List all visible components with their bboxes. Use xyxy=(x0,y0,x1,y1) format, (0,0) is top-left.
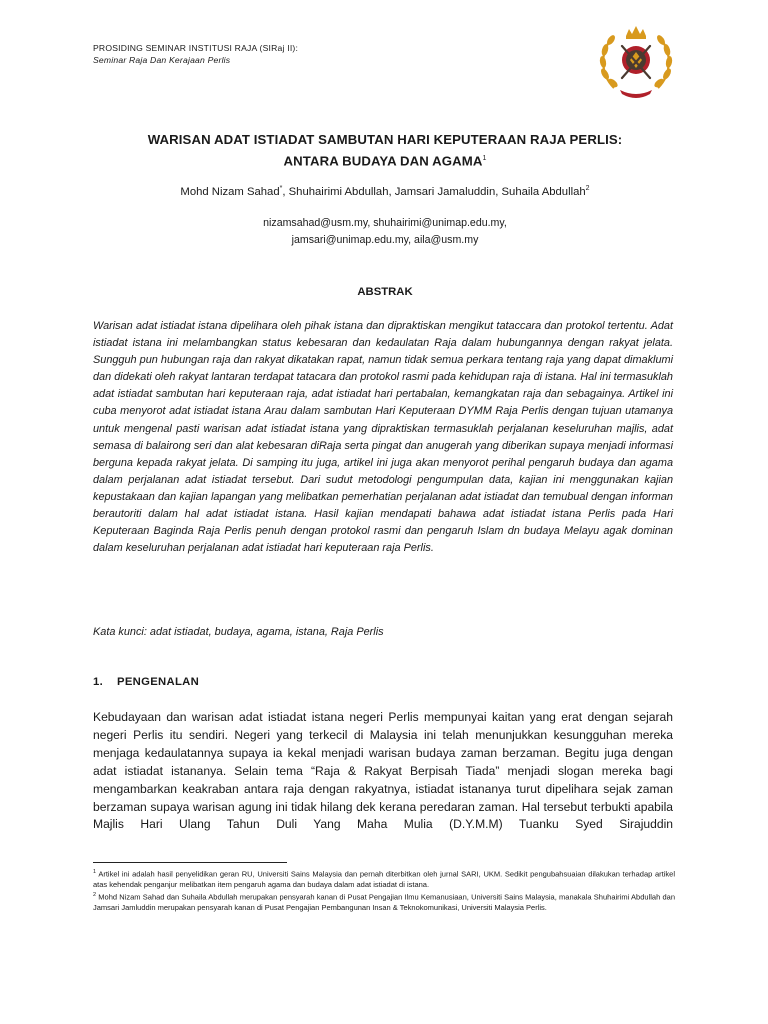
footnote-1-text: Artikel ini adalah hasil penyelidikan geran RU, Universiti Sains Malaysia dan pernah diterbitkan oleh jurnal SARI, UKM. Sedikit pengubahsuaian dilakukan terhadap artikel atas kehendak penganjur melibatkan item pengaruh agama dan budaya dalam adat istiadat di istana. xyxy=(93,869,675,889)
perlis-royal-crest-icon xyxy=(596,22,676,104)
paper-title xyxy=(60,130,710,170)
title-line-2 xyxy=(60,149,710,170)
footnote-2-text: Mohd Nizam Sahad dan Suhaila Abdullah merupakan pensyarah kanan di Pusat Pengajian Ilmu Kemanusiaan, Universiti Sains Malaysia, manakala Shuhairimi Abdullah dan Jamsari Jamluddin merupakan pensyarah kanan di Pusat Pengajian Pembangunan Insan & Teknokomunikasi, Universiti Malaysia Perlis. xyxy=(93,892,675,912)
author-footnote-mark: 2 xyxy=(585,185,590,192)
author-list xyxy=(60,181,710,200)
footnote-1 xyxy=(93,867,675,890)
email-line-1: nizamsahad@usm.my, shuhairimi@unimap.edu.my, xyxy=(263,217,507,229)
footnote-2-mark: 2 xyxy=(93,891,97,898)
title-footnote-mark: 1 xyxy=(482,155,487,162)
author-1: Mohd Nizam Sahad xyxy=(180,185,280,198)
seminar-subtitle: Seminar Raja Dan Kerajaan Perlis xyxy=(93,55,231,65)
proceedings-title: PROSIDING SEMINAR INSTITUSI RAJA (SIRaj II): xyxy=(93,43,299,53)
title-line-1: WARISAN ADAT ISTIADAT SAMBUTAN HARI KEPUTERAAN RAJA PERLIS: xyxy=(147,132,623,147)
keywords: Kata kunci: adat istiadat, budaya, agama, istana, Raja Perlis xyxy=(93,626,384,638)
body-paragraph: Kebudayaan dan warisan adat istiadat istana negeri Perlis mempunyai kaitan yang erat dengan sejarah negeri Perlis itu sendiri. Negeri yang terkecil di Malaysia ini telah menunjukkan kesungguhan mereka menjaga kedaulatannya supaya ia kekal menjadi warisan budaya zaman berzaman. Begitu juga dengan adat istiadat istananya. Selain tema “Raja & Rakyat Berpisah Tiada” menjadi slogan mereka bagi mengambarkan keakraban antara raja dengan rakyatnya, istiadat istananya turut dipelihara sejak zaman berzaman supaya warisan agung ini tidak hilang dek kerana peredaran zaman. Hal tersebut terbukti apabila Majlis Hari Ulang Tahun Duli Yang Maha Mulia (D.Y.M.M) Tuanku Syed Sirajuddin xyxy=(93,710,673,832)
abstract-heading: ABSTRAK xyxy=(357,286,413,298)
footnote-1-mark: 1 xyxy=(93,869,97,875)
section-title: PENGENALAN xyxy=(117,676,200,688)
abstract-text: Warisan adat istiadat istana dipelihara oleh pihak istana dan dipraktiskan mengikut tataccara dan protokol tertentu. Adat istiadat istana ini melambangkan status kebesaran dan kedaulatan Raja dalam hubungannya dengan rakyat jelata. Sungguh pun hubungan raja dan rakyat dikatakan rapat, namun tidak semua perkara tentang raja yang dapat dimaklumi dan didekati oleh rakyat lantaran terdapat tatacara dan protokol rasmi pada kehidupan raja di istana. Hal ini termasuklah adat istiadat sambutan hari keputeraan raja, adat istiadat hari pertabalan, kemangkatan raja dan sebagainya. Artikel ini cuba menyorot adat istiadat istana Arau dalam sambutan Hari Keputeraan DYMM Raja Perlis dengan tujuan utamanya untuk mengenal pasti warisan adat istiadat istana yang dipraktiskan termasuklah perjalanan keseluruhan majlis, adat semasa di balairong seri dan alat kebesaran diRaja serta pingat dan anugerah yang diberikan supaya menjadi informasi berguna kepada rakyat jelata. Di samping itu juga, artikel ini juga akan menyorot perihal pengaruh budaya dan agama dalam perjalanan adat istiadat tersebut. Dari sudut metodologi pengumpulan data, kajian ini menggunakan kajian kepustakaan dan kajian lapangan yang melibatkan pemerhatian perjalanan adat istiadat dan temubual dengan informan berautoriti dalam hal adat istiadat istana. Hasil kajian mendapati bahawa adat istiadat istana Perlis pada Hari Keputeraan Baginda Raja Perlis penuh dengan protokol rasmi dan pengaruh Islam dn budaya Melayu agak dominan dalam keseluruhan perjalanan adat istiadat hari keputeraan raja Perlis. xyxy=(93,320,673,555)
title-line-2-text: ANTARA BUDAYA DAN AGAMA xyxy=(283,153,483,169)
section-heading xyxy=(93,676,199,688)
running-header xyxy=(93,42,298,66)
email-line-2: jamsari@unimap.edu.my, aila@usm.my xyxy=(291,234,479,246)
author-emails xyxy=(60,215,710,249)
footnotes xyxy=(93,867,675,913)
other-authors: , Shuhairimi Abdullah, Jamsari Jamaluddin, Suhaila Abdullah xyxy=(282,185,586,198)
author-1-mark: * xyxy=(279,185,283,192)
section-number: 1. xyxy=(93,676,104,688)
footnote-divider xyxy=(93,862,287,863)
footnote-2 xyxy=(93,890,675,913)
